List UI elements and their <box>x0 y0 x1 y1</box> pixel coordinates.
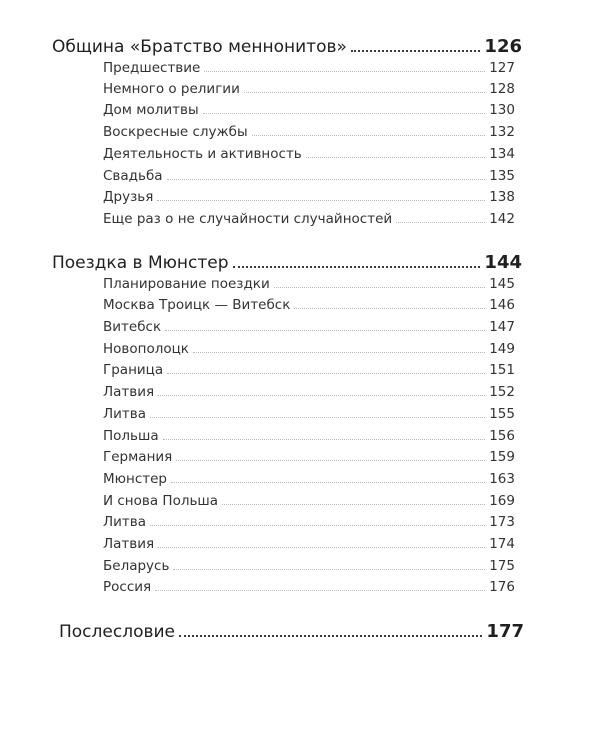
toc-entry-title: Витебск <box>103 319 162 335</box>
toc-entry-page: 156 <box>489 428 515 444</box>
toc-entry <box>103 536 515 552</box>
dot-leader <box>294 307 485 309</box>
dot-leader <box>158 394 485 396</box>
dot-leader <box>157 199 485 201</box>
toc-entry-page: 138 <box>489 189 515 205</box>
toc-entry <box>103 471 515 487</box>
toc-entry-title: Дом молитвы <box>103 102 199 118</box>
toc-section-heading <box>52 252 522 273</box>
toc-entry-title: Планирование поездки <box>103 276 270 292</box>
dot-leader <box>171 481 485 483</box>
toc-entry-title: Москва Троицк — Витебск <box>103 297 291 313</box>
toc-entry <box>103 428 515 444</box>
dot-leader <box>244 91 485 93</box>
dot-leader <box>155 589 485 591</box>
toc-entry <box>103 189 515 205</box>
toc-entry-title: Мюнстер <box>103 471 167 487</box>
toc-entry <box>103 81 515 97</box>
dot-leader <box>306 156 485 158</box>
toc-entry-page: 155 <box>489 406 515 422</box>
toc-section-heading <box>59 621 524 642</box>
toc-entry-title: Предшествие <box>103 60 201 76</box>
dot-leader <box>150 524 485 526</box>
toc-entry-title: Беларусь <box>103 558 170 574</box>
toc-entry-page: 174 <box>489 536 515 552</box>
toc-entry <box>103 449 515 465</box>
toc-entry-title: Воскресные службы <box>103 124 248 140</box>
toc-entry <box>103 319 515 335</box>
toc-entry-page: 128 <box>489 81 515 97</box>
dot-leader <box>167 372 485 374</box>
toc-entry-title: Деятельность и активность <box>103 146 302 162</box>
toc-section-heading <box>52 36 522 57</box>
toc-entry-title: Граница <box>103 362 164 378</box>
toc-entry <box>103 362 515 378</box>
dot-leader <box>204 70 485 72</box>
toc-entry <box>103 579 515 595</box>
dot-leader <box>165 329 485 331</box>
toc-entry-title: Литва <box>103 406 147 422</box>
dot-leader <box>233 265 481 268</box>
toc-section-title: Послесловие <box>59 622 175 642</box>
toc-entry-title: Свадьба <box>103 168 163 184</box>
toc-entry <box>103 514 515 530</box>
toc-entry-title: Литва <box>103 514 147 530</box>
toc-entry <box>103 406 515 422</box>
toc-section-title: Община «Братство меннонитов» <box>52 37 347 57</box>
toc-entry-page: 135 <box>489 168 515 184</box>
toc-entry-page: 147 <box>489 319 515 335</box>
toc-entry-page: 163 <box>489 471 515 487</box>
toc-entry <box>103 297 515 313</box>
toc-entry-title: Немного о религии <box>103 81 240 97</box>
dot-leader <box>274 286 485 288</box>
toc-section-page: 177 <box>486 621 524 642</box>
toc-entry-page: 149 <box>489 341 515 357</box>
toc-entry-page: 176 <box>489 579 515 595</box>
toc-entry <box>103 276 515 292</box>
dot-leader <box>396 221 485 223</box>
dot-leader <box>179 634 482 637</box>
dot-leader <box>351 49 481 52</box>
toc-entry-page: 169 <box>489 493 515 509</box>
toc-entry-title: Друзья <box>103 189 154 205</box>
toc-entry <box>103 384 515 400</box>
toc-entry <box>103 558 515 574</box>
toc-entry-page: 134 <box>489 146 515 162</box>
toc-entry-page: 152 <box>489 384 515 400</box>
dot-leader <box>167 178 486 180</box>
dot-leader <box>193 351 485 353</box>
toc-entry <box>103 124 515 140</box>
toc-entry-title: Германия <box>103 449 173 465</box>
toc-entry <box>103 168 515 184</box>
toc-entry-page: 173 <box>489 514 515 530</box>
toc-entry-title: Польша <box>103 428 159 444</box>
dot-leader <box>163 438 486 440</box>
toc-entry-page: 130 <box>489 102 515 118</box>
toc-section-page: 126 <box>484 36 522 57</box>
toc-section-page: 144 <box>484 252 522 273</box>
dot-leader <box>252 134 486 136</box>
toc-entry-title: И снова Польша <box>103 493 219 509</box>
toc-entry-page: 151 <box>489 362 515 378</box>
dot-leader <box>150 416 485 418</box>
toc-entry-page: 146 <box>489 297 515 313</box>
toc-entry <box>103 493 515 509</box>
toc-entry <box>103 60 515 76</box>
toc-entry-title: Новополоцк <box>103 341 189 357</box>
toc-entry <box>103 211 515 227</box>
toc-entry <box>103 102 515 118</box>
dot-leader <box>222 503 485 505</box>
toc-entry-title: Россия <box>103 579 152 595</box>
toc-entry-page: 159 <box>489 449 515 465</box>
toc-entry-title: Латвия <box>103 536 155 552</box>
toc-entry-title: Еще раз о не случайности случайностей <box>103 211 393 227</box>
toc-entry-page: 127 <box>489 60 515 76</box>
toc-entry-page: 142 <box>489 211 515 227</box>
dot-leader <box>203 112 486 114</box>
toc-section-title: Поездка в Мюнстер <box>52 253 229 273</box>
toc-entry <box>103 341 515 357</box>
toc-entry-title: Латвия <box>103 384 155 400</box>
toc-entry-page: 175 <box>489 558 515 574</box>
dot-leader <box>176 459 485 461</box>
dot-leader <box>158 546 485 548</box>
toc-entry <box>103 146 515 162</box>
dot-leader <box>173 568 485 570</box>
toc-entry-page: 132 <box>489 124 515 140</box>
toc-entry-page: 145 <box>489 276 515 292</box>
